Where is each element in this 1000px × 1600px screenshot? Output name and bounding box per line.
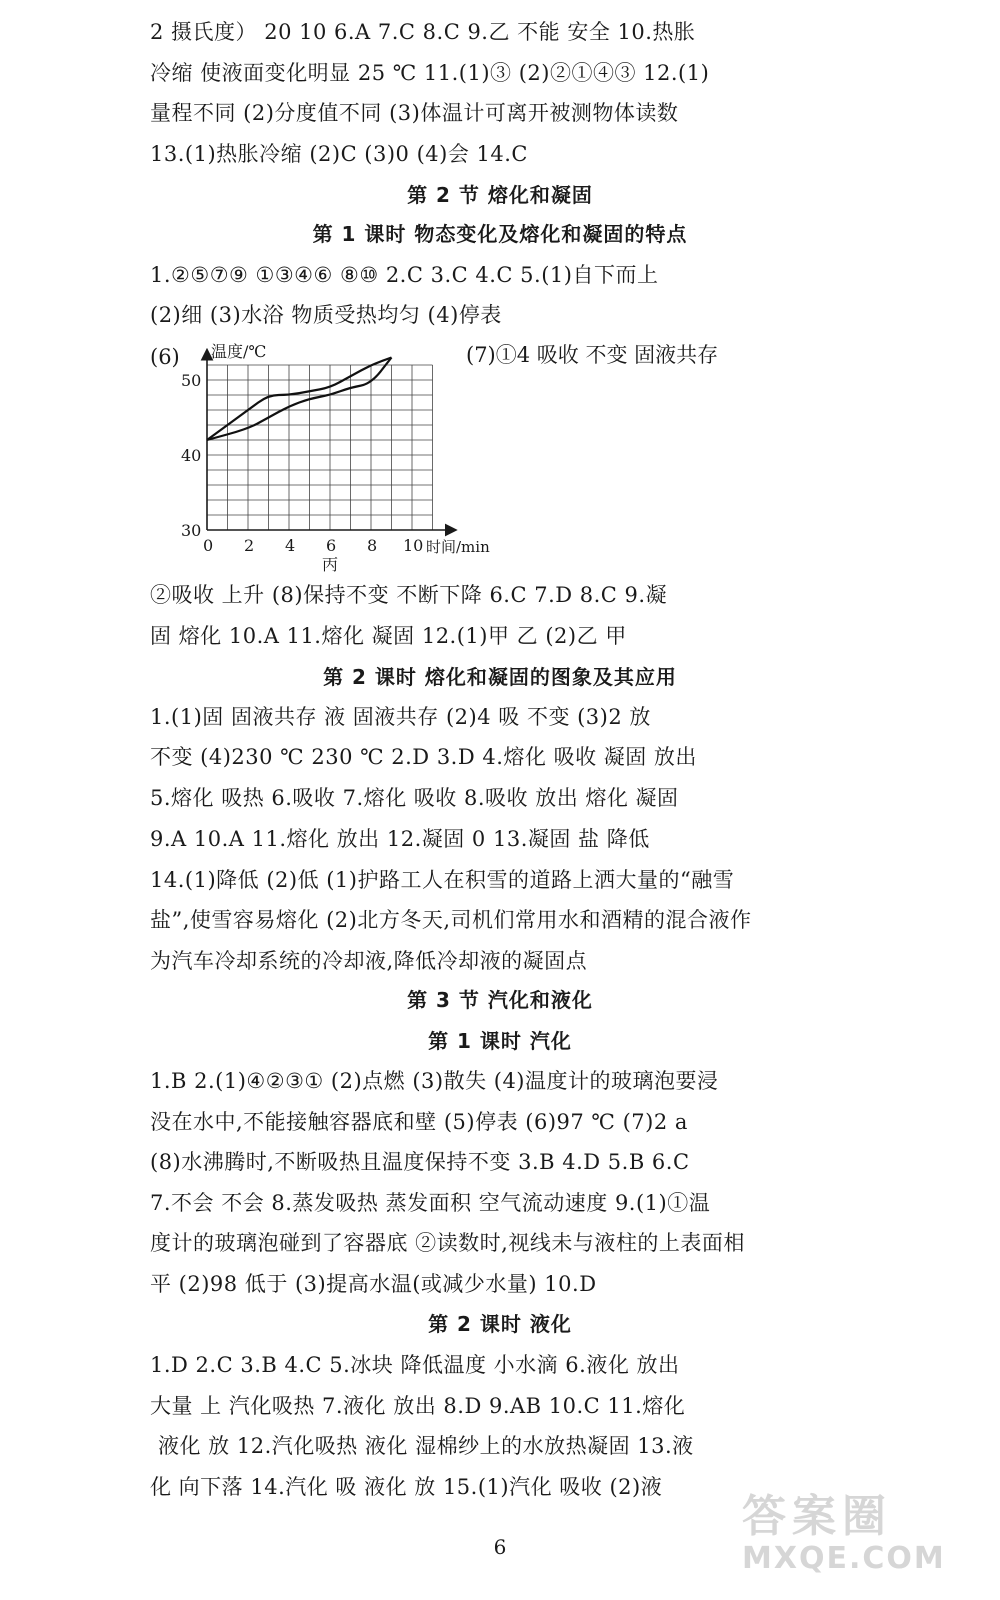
answer-line: 1.②⑤⑦⑨ ①③④⑥ ⑧⑩ 2.C 3.C 4.C 5.(1)自下而上 [150,263,659,287]
answer-line: 2 摄氏度） 20 10 6.A 7.C 8.C 9.乙 不能 安全 10.热胀 [150,20,696,44]
answer-line: 大量 上 汽化吸热 7.液化 放出 8.D 9.AB 10.C 11.熔化 [150,1394,686,1418]
page-number: 6 [493,1535,507,1559]
watermark-logo [742,1492,972,1582]
lesson-heading: 第 2 课时 熔化和凝固的图象及其应用 [323,665,677,689]
x-tick-label: 4 [285,536,296,555]
section-heading: 第 3 节 汽化和液化 [407,988,593,1012]
answer-line: 1.D 2.C 3.B 4.C 5.冰块 降低温度 小水滴 6.液化 放出 [150,1353,680,1377]
answer-line: 量程不同 (2)分度值不同 (3)体温计可离开被测物体读数 [150,101,679,125]
answer-line: 13.(1)热胀冷缩 (2)C (3)0 (4)会 14.C [150,142,528,166]
answer-line: 14.(1)降低 (2)低 (1)护路工人在积雪的道路上洒大量的“融雪 [150,868,735,892]
x-tick-label: 0 [203,536,214,555]
answer-line: 度计的玻璃泡碰到了容器底 ②读数时,视线未与液柱的上表面相 [150,1231,745,1255]
answer-line: 9.A 10.A 11.熔化 放出 12.凝固 0 13.凝固 盐 降低 [150,827,650,851]
x-tick-label: 2 [244,536,255,555]
watermark-top: 答案圈 [742,1491,892,1542]
answer-line: 没在水中,不能接触容器底和壁 (5)停表 (6)97 ℃ (7)2 a [150,1110,688,1134]
x-tick-label: 10 [403,536,424,555]
answer-line: 盐”,使雪容易熔化 (2)北方冬天,司机们常用水和酒精的混合液作 [150,908,752,932]
answer-line: 5.熔化 吸热 6.吸收 7.熔化 吸收 8.吸收 放出 熔化 凝固 [150,786,679,810]
answer-line: 平 (2)98 低于 (3)提高水温(或减少水量) 10.D [150,1272,597,1296]
answer-line: 不变 (4)230 ℃ 230 ℃ 2.D 3.D 4.熔化 吸收 凝固 放出 [150,745,697,769]
y-tick-label: 30 [181,521,202,540]
temperature-time-chart [150,340,620,575]
y-tick-label: 40 [181,446,202,465]
item-6-label: (6) [150,345,180,369]
y-axis-label: 温度/℃ [211,342,267,361]
answer-line: 化 向下落 14.汽化 吸 液化 放 15.(1)汽化 吸收 (2)液 [150,1475,663,1499]
answer-line: 固 熔化 10.A 11.熔化 凝固 12.(1)甲 乙 (2)乙 甲 [150,624,627,648]
answer-line: 7.不会 不会 8.蒸发吸热 蒸发面积 空气流动速度 9.(1)①温 [150,1191,711,1215]
answer-line: 1.B 2.(1)④②③① (2)点燃 (3)散失 (4)温度计的玻璃泡要浸 [150,1069,719,1093]
chart-caption: 丙 [322,555,339,574]
watermark-bottom: MXQE.COM [742,1541,946,1576]
x-tick-label: 8 [367,536,378,555]
answer-line: ②吸收 上升 (8)保持不变 不断下降 6.C 7.D 8.C 9.凝 [150,583,668,607]
lesson-heading: 第 1 课时 汽化 [428,1029,572,1053]
x-axis-label: 时间/min [426,538,490,556]
lesson-heading: 第 2 课时 液化 [428,1312,572,1336]
answer-line: 液化 放 12.汽化吸热 液化 湿棉纱上的水放热凝固 13.液 [158,1434,694,1458]
answer-line: 为汽车冷却系统的冷却液,降低冷却液的凝固点 [150,949,588,973]
answer-line: (8)水沸腾时,不断吸热且温度保持不变 3.B 4.D 5.B 6.C [150,1150,690,1174]
item-7-text: (7)①4 吸收 不变 固液共存 [466,343,719,367]
y-tick-label: 50 [181,371,202,390]
answer-line: (2)细 (3)水浴 物质受热均匀 (4)停表 [150,303,502,327]
lesson-heading: 第 1 课时 物态变化及熔化和凝固的特点 [312,222,688,246]
answer-line: 冷缩 使液面变化明显 25 ℃ 11.(1)③ (2)②①④③ 12.(1) [150,61,710,85]
answer-line: 1.(1)固 固液共存 液 固液共存 (2)4 吸 不变 (3)2 放 [150,705,651,729]
chart-svg [150,340,620,575]
section-heading: 第 2 节 熔化和凝固 [407,183,593,207]
series-line-upper [207,358,392,441]
x-tick-label: 6 [326,536,337,555]
